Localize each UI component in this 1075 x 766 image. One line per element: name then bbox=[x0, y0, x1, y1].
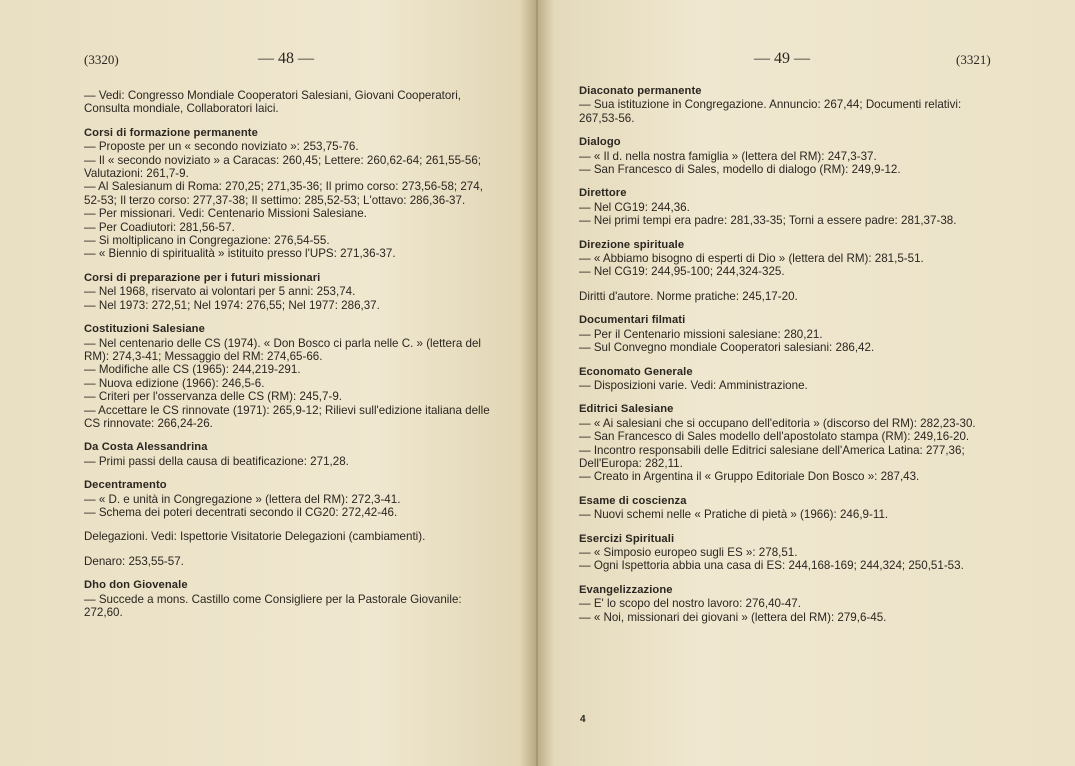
entry-line: Diritti d'autore. Norme pratiche: 245,17-20. bbox=[579, 289, 798, 303]
entry-line: — Sul Convegno mondiale Cooperatori salesiani: 286,42. bbox=[579, 341, 875, 355]
index-entry bbox=[84, 555, 498, 568]
index-entry bbox=[579, 495, 993, 522]
page-number-left: — 48 — bbox=[258, 50, 314, 67]
entry-line: — Sua istituzione in Congregazione. Annuncio: 267,44; Documenti relativi: 267,53-56. bbox=[579, 98, 962, 125]
entry-line: — Ogni Ispettoria abbia una casa di ES: 244,168-169; 244,324; 250,51-53. bbox=[579, 559, 964, 573]
index-entry bbox=[579, 239, 993, 279]
entry-line: — Incontro responsabili delle Editrici salesiane dell'America Latina: 277,36; Dell'Europa: 282,11. bbox=[579, 443, 965, 470]
index-entry bbox=[84, 579, 498, 619]
entry-heading: Dho don Giovenale bbox=[84, 579, 188, 592]
index-entry bbox=[84, 441, 498, 468]
page-code-right: (3321) bbox=[956, 52, 991, 67]
entry-line: — Al Salesianum di Roma: 270,25; 271,35-36; Il primo corso: 273,56-58; 274, 52-53; Il terzo corso: 277,37-38; Il settimo: 285,52-53; L'ottavo: 286,36-37. bbox=[84, 180, 483, 207]
entry-line: — Si moltiplicano in Congregazione: 276,54-55. bbox=[84, 234, 330, 248]
entry-line: — Nel centenario delle CS (1974). « Don Bosco ci parla nelle C. » (lettera del RM): 274,3-41; Messaggio del RM: 274,65-66. bbox=[84, 336, 481, 363]
entry-line: — Succede a mons. Castillo come Consigliere per la Pastorale Giovanile: 272,60. bbox=[84, 592, 462, 619]
entry-line: — Modifiche alle CS (1965): 244,219-291. bbox=[84, 363, 301, 377]
index-column-left bbox=[84, 89, 498, 630]
entry-heading: Corsi di formazione permanente bbox=[84, 126, 258, 139]
entry-line: — Criteri per l'osservanza delle CS (RM): 245,7-9. bbox=[84, 390, 343, 404]
entry-heading: Esercizi Spirituali bbox=[579, 532, 675, 545]
entry-line: — Per il Centenario missioni salesiane: 280,21. bbox=[579, 327, 823, 341]
entry-line: Denaro: 253,55-57. bbox=[84, 554, 184, 568]
left-page bbox=[0, 0, 536, 766]
entry-line: — Il « secondo noviziato » a Caracas: 260,45; Lettere: 260,62-64; 261,55-56; Valutazioni: 261,7-9. bbox=[84, 153, 482, 181]
index-column-right bbox=[579, 85, 993, 635]
index-entry bbox=[579, 187, 993, 227]
entry-heading: Diaconato permanente bbox=[579, 85, 702, 97]
entry-line: — Nel CG19: 244,36. bbox=[579, 200, 690, 214]
entry-heading: Evangelizzazione bbox=[579, 583, 673, 596]
signature-mark: 4 bbox=[580, 714, 586, 725]
index-entry bbox=[84, 323, 498, 430]
entry-line: — Nel 1968, riservato ai volontari per 5 anni: 253,74. bbox=[84, 285, 356, 299]
index-entry bbox=[84, 272, 498, 312]
entry-line: — Primi passi della causa di beatificazione: 271,28. bbox=[84, 454, 349, 468]
entry-line: — Nuovi schemi nelle « Pratiche di pietà » (1966): 246,9-11. bbox=[579, 508, 889, 522]
entry-line: — « Biennio di spiritualità » istituito presso l'UPS: 271,36-37. bbox=[84, 247, 396, 261]
entry-line: — « Il d. nella nostra famiglia » (lettera del RM): 247,3-37. bbox=[579, 149, 877, 163]
index-entry bbox=[579, 533, 993, 573]
entry-heading: Da Costa Alessandrina bbox=[84, 441, 208, 454]
entry-line: — « Ai salesiani che si occupano dell'editoria » (discorso del RM): 282,23-30. bbox=[579, 416, 976, 430]
entry-heading: Esame di coscienza bbox=[579, 494, 687, 507]
entry-line: — Vedi: Congresso Mondiale Cooperatori Salesiani, Giovani Cooperatori, Consulta mondiale, Collaboratori laici. bbox=[84, 89, 462, 116]
entry-line: — « Simposio europeo sugli ES »: 278,51. bbox=[579, 545, 798, 559]
index-entry bbox=[84, 89, 498, 116]
index-entry bbox=[84, 530, 498, 543]
entry-line: — « Abbiamo bisogno di esperti di Dio » (lettera del RM): 281,5-51. bbox=[579, 252, 924, 266]
right-page bbox=[538, 0, 1075, 766]
index-entry bbox=[579, 366, 993, 393]
index-entry bbox=[579, 403, 993, 483]
entry-line: — « Noi, missionari dei giovani » (lettera del RM): 279,6-45. bbox=[579, 610, 887, 624]
entry-heading: Direzione spirituale bbox=[579, 238, 685, 251]
entry-heading: Economato Generale bbox=[579, 365, 693, 378]
entry-line: — « D. e unità in Congregazione » (lettera del RM): 272,3-41. bbox=[84, 492, 401, 506]
page-code-left: (3320) bbox=[84, 52, 119, 67]
entry-line: — San Francesco di Sales modello dell'apostolato stampa (RM): 249,16-20. bbox=[579, 430, 970, 444]
index-entry bbox=[579, 314, 993, 354]
entry-heading: Decentramento bbox=[84, 479, 167, 492]
entry-line: — Disposizioni varie. Vedi: Amministrazione. bbox=[579, 378, 808, 392]
entry-line: — Nei primi tempi era padre: 281,33-35; Torni a essere padre: 281,37-38. bbox=[579, 214, 957, 228]
entry-line: — Nel CG19: 244,95-100; 244,324-325. bbox=[579, 265, 785, 279]
entry-line: — Accettare le CS rinnovate (1971): 265,9-12; Rilievi sull'edizione italiana delle CS rinnovate: 266,24-26. bbox=[84, 403, 490, 430]
index-entry bbox=[579, 136, 993, 176]
entry-heading: Dialogo bbox=[579, 136, 621, 149]
entry-line: — Proposte per un « secondo noviziato »: 253,75-76. bbox=[84, 140, 359, 154]
entry-heading: Costituzioni Salesiane bbox=[84, 323, 205, 336]
entry-line: — Nel 1973: 272,51; Nel 1974: 276,55; Nel 1977: 286,37. bbox=[84, 298, 380, 312]
index-entry bbox=[579, 290, 993, 303]
entry-line: — San Francesco di Sales, modello di dialogo (RM): 249,9-12. bbox=[579, 163, 901, 177]
entry-line: — Schema dei poteri decentrati secondo il CG20: 272,42-46. bbox=[84, 505, 398, 519]
entry-heading: Editrici Salesiane bbox=[579, 403, 674, 416]
entry-line: — Nuova edizione (1966): 246,5-6. bbox=[84, 376, 265, 390]
entry-line: — Per missionari. Vedi: Centenario Missioni Salesiane. bbox=[84, 207, 367, 221]
index-entry bbox=[579, 584, 993, 624]
entry-line: — E' lo scopo del nostro lavoro: 276,40-47. bbox=[579, 597, 801, 611]
entry-heading: Direttore bbox=[579, 187, 627, 200]
entry-heading: Corsi di preparazione per i futuri missionari bbox=[84, 271, 321, 284]
entry-line: — Creato in Argentina il « Gruppo Editoriale Don Bosco »: 287,43. bbox=[579, 470, 920, 484]
index-entry bbox=[84, 127, 498, 261]
entry-line: Delegazioni. Vedi: Ispettorie Visitatorie Delegazioni (cambiamenti). bbox=[84, 530, 426, 544]
entry-line: — Per Coadiutori: 281,56-57. bbox=[84, 220, 235, 234]
index-entry bbox=[84, 479, 498, 519]
index-entry bbox=[579, 85, 993, 125]
entry-heading: Documentari filmati bbox=[579, 314, 686, 327]
page-number-right: — 49 — bbox=[754, 50, 810, 67]
